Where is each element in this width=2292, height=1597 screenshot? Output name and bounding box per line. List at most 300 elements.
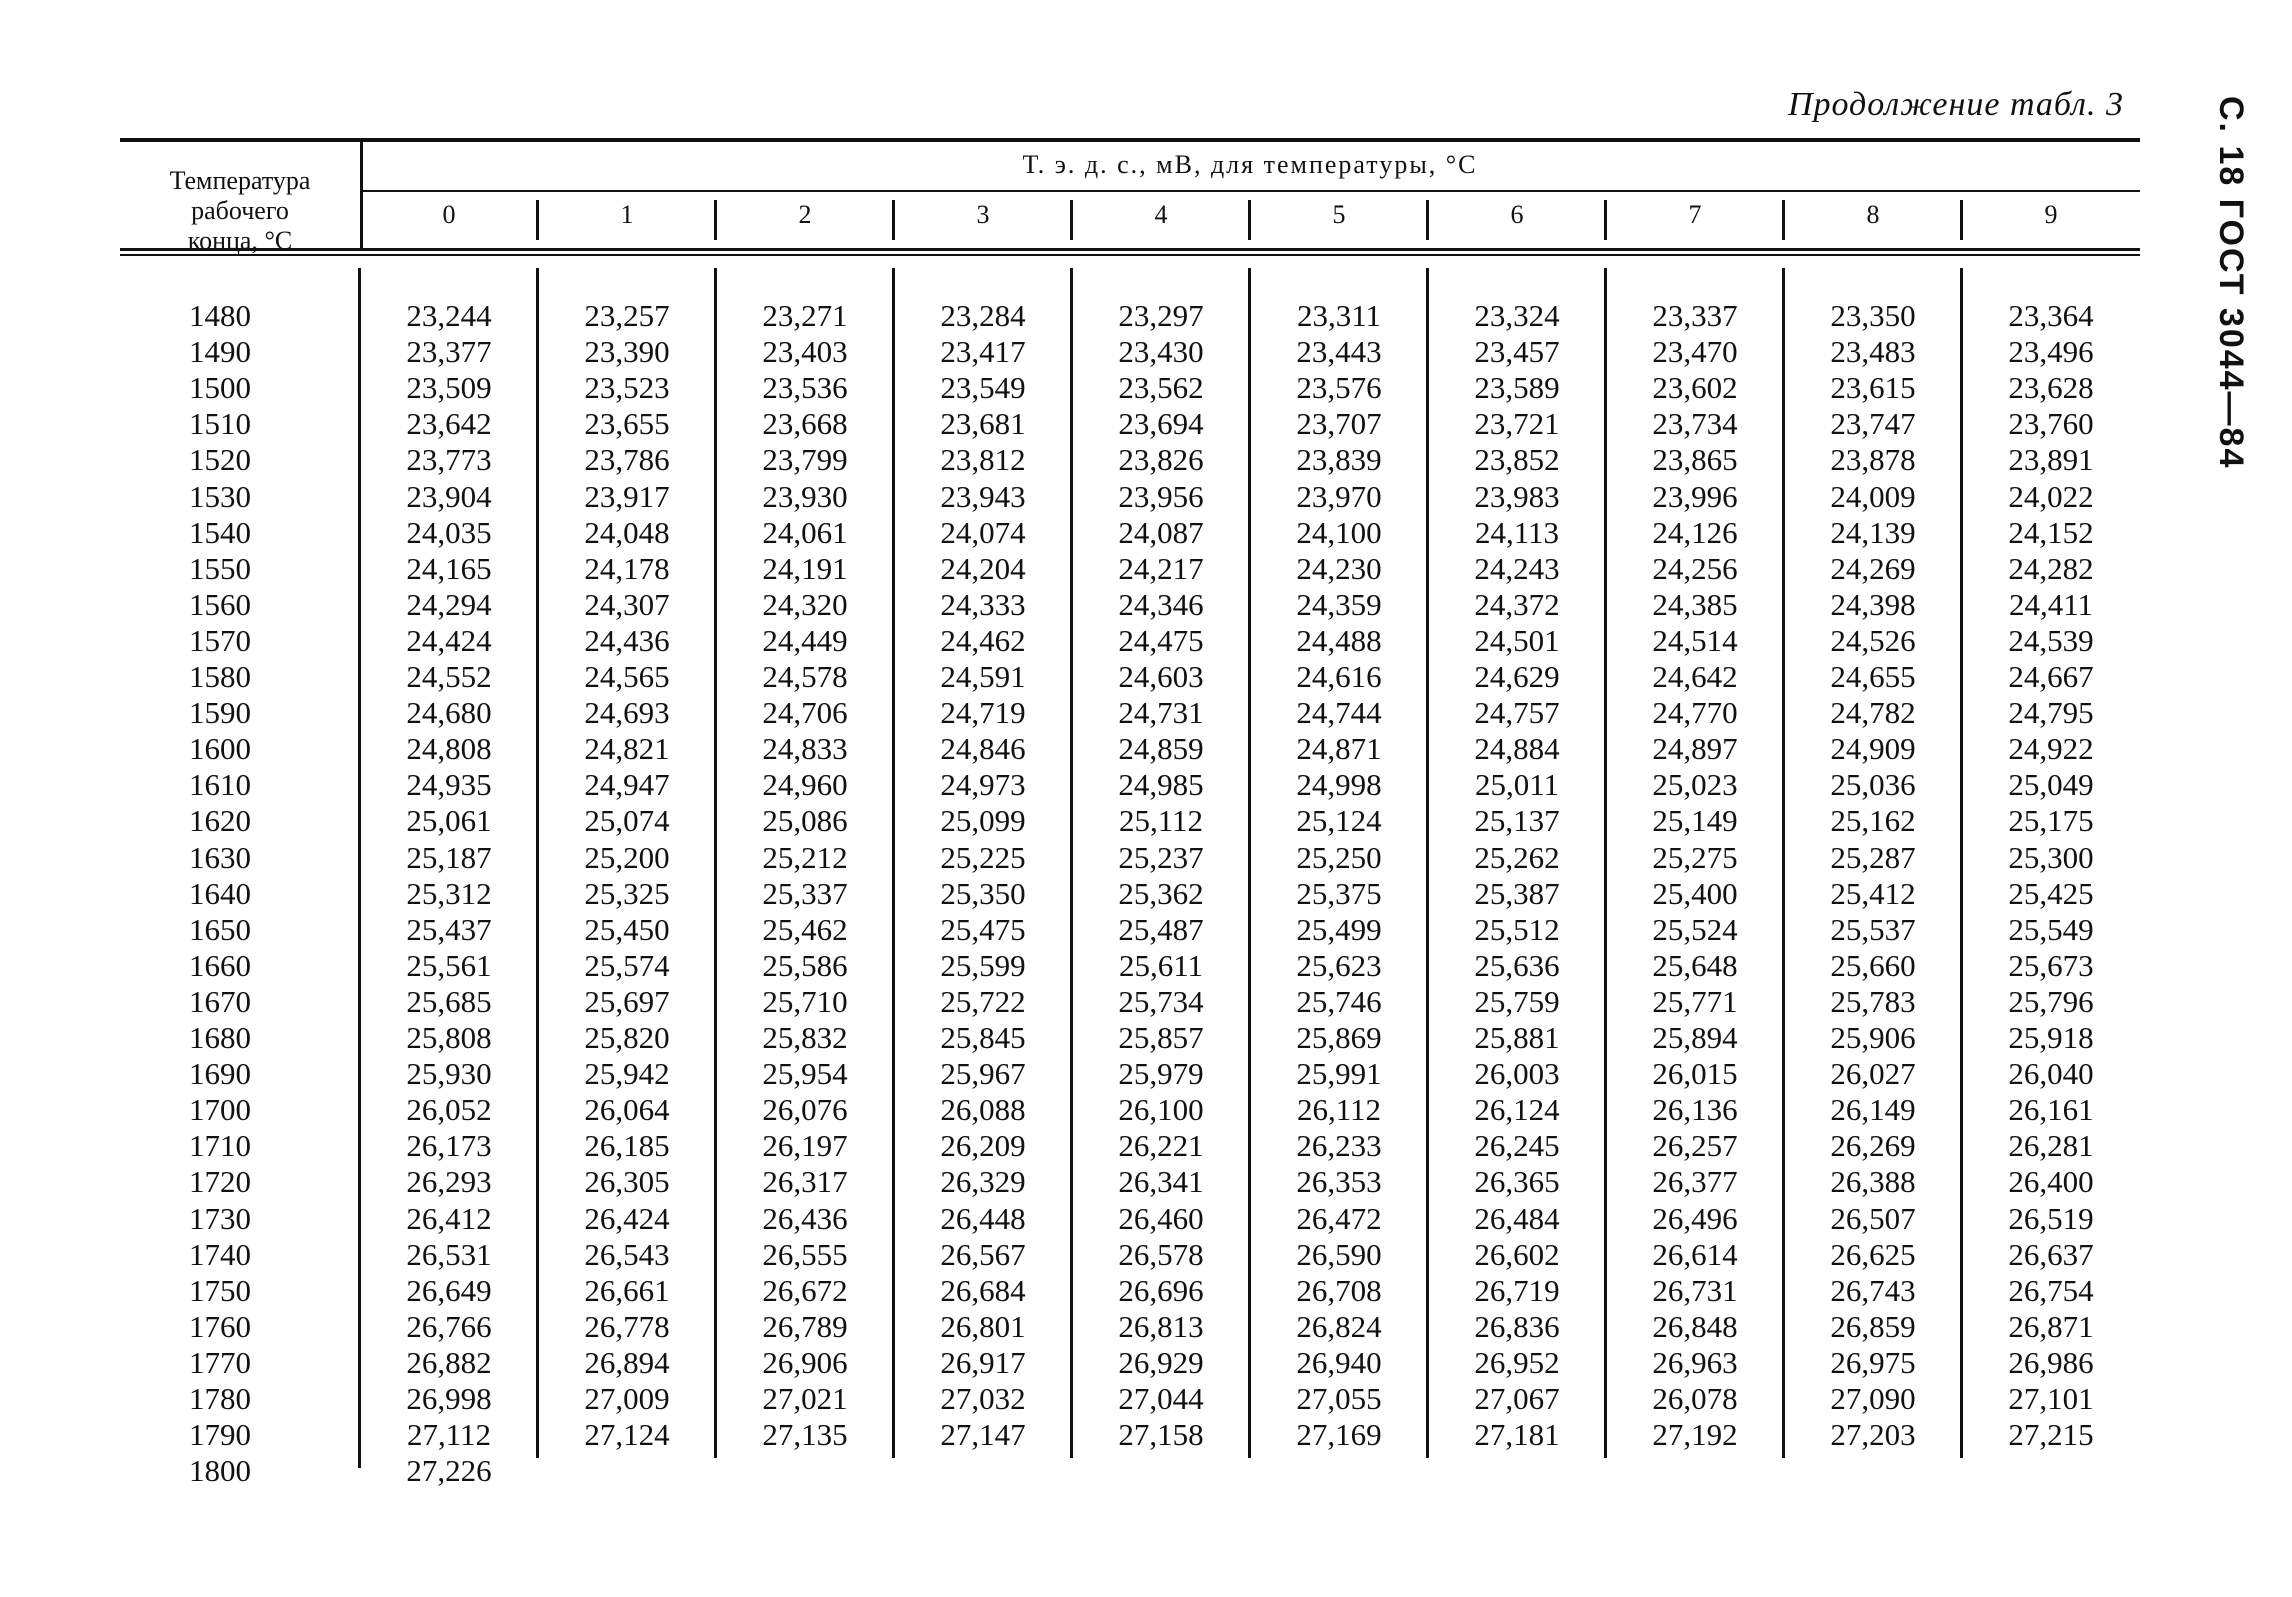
- table-cell: 27,055: [1296, 1381, 1382, 1416]
- table-cell: 25,771: [1652, 983, 1738, 1019]
- table-cell: 23,390: [584, 334, 670, 370]
- header-column-divider: [1604, 200, 1607, 240]
- table-cell: 25,074: [584, 803, 670, 839]
- row-temperature: 1660: [189, 947, 251, 983]
- table-cell: 25,450: [584, 911, 670, 947]
- table-cell: 23,549: [940, 370, 1026, 406]
- table-row: [120, 1164, 2140, 1200]
- table-cell: 23,337: [1652, 298, 1738, 333]
- table-cell: 25,894: [1652, 1020, 1738, 1055]
- table-cell: 26,233: [1296, 1128, 1382, 1164]
- table-cell: 24,514: [1652, 622, 1738, 658]
- table-cell: 26,185: [584, 1128, 670, 1164]
- row-temperature: 1610: [189, 767, 251, 803]
- header-column-divider: [1248, 200, 1251, 240]
- table-cell: 25,599: [940, 947, 1026, 983]
- table-cell: 26,015: [1652, 1056, 1738, 1092]
- table-cell: 24,526: [1830, 622, 1916, 658]
- table-cell: 24,770: [1652, 695, 1738, 731]
- table-cell: 23,430: [1118, 334, 1204, 370]
- table-cell: 25,162: [1830, 803, 1916, 839]
- table-cell: 23,364: [2008, 298, 2094, 333]
- table-cell: 26,743: [1830, 1272, 1916, 1308]
- table-cell: 25,648: [1652, 947, 1738, 983]
- table-cell: 26,555: [762, 1236, 848, 1272]
- table-cell: 25,387: [1474, 875, 1560, 911]
- table-cell: 27,124: [584, 1417, 670, 1453]
- table-cell: 27,147: [940, 1417, 1026, 1453]
- table-cell: 26,400: [2008, 1164, 2094, 1200]
- table-cell: 26,672: [762, 1272, 848, 1308]
- table-cell: 24,935: [406, 767, 492, 803]
- table-cell: 24,821: [584, 731, 670, 767]
- table-row: [120, 1056, 2140, 1092]
- table-cell: 24,385: [1652, 586, 1738, 622]
- table-cell: 25,300: [2008, 839, 2094, 875]
- left-header: [120, 166, 360, 256]
- table-cell: 23,377: [406, 334, 492, 370]
- table-cell: 25,796: [2008, 983, 2094, 1019]
- table-cell: 24,424: [406, 622, 492, 658]
- row-temperature: 1490: [189, 334, 251, 370]
- table-cell: 25,149: [1652, 803, 1738, 839]
- table-cell: 25,954: [762, 1056, 848, 1092]
- table-cell: 26,197: [762, 1128, 848, 1164]
- header-column-divider: [1960, 200, 1963, 240]
- table-cell: 25,499: [1296, 911, 1382, 947]
- table-cell: 25,808: [406, 1020, 492, 1055]
- table-cell: 23,865: [1652, 442, 1738, 478]
- table-cell: 27,009: [584, 1381, 670, 1416]
- table-cell: 24,243: [1474, 550, 1560, 586]
- table-cell: 23,403: [762, 334, 848, 370]
- table-cell: 24,217: [1118, 550, 1204, 586]
- table-cell: 24,552: [406, 659, 492, 694]
- column-header: 2: [798, 200, 812, 229]
- table-cell: 24,398: [1830, 586, 1916, 622]
- table-cell: 24,884: [1474, 731, 1560, 767]
- table-cell: 25,099: [940, 803, 1026, 839]
- row-temperature: 1700: [189, 1092, 251, 1128]
- table-cell: 24,087: [1118, 514, 1204, 550]
- table-cell: 26,684: [940, 1272, 1026, 1308]
- table-cell: 24,152: [2008, 514, 2094, 550]
- table-row: [120, 876, 2140, 912]
- table-cell: 26,882: [406, 1344, 492, 1380]
- table-cell: 25,611: [1118, 947, 1204, 983]
- top-header: Т. э. д. с., мВ, для температуры, °С: [1022, 150, 1478, 179]
- table-cell: 24,126: [1652, 514, 1738, 550]
- table-cell: 26,906: [762, 1344, 848, 1380]
- table-cell: 24,744: [1296, 695, 1382, 731]
- table-cell: 25,930: [406, 1056, 492, 1092]
- table-cell: 27,215: [2008, 1417, 2094, 1453]
- table-cell: 26,696: [1118, 1272, 1204, 1308]
- header-mid-rule: [360, 190, 2140, 192]
- table-cell: 23,297: [1118, 298, 1204, 333]
- table-cell: 25,049: [2008, 767, 2094, 803]
- table-cell: 26,052: [406, 1092, 492, 1128]
- table-cell: 25,869: [1296, 1020, 1382, 1055]
- table-row: [120, 695, 2140, 731]
- column-header: 4: [1154, 200, 1168, 229]
- table-cell: 25,942: [584, 1056, 670, 1092]
- row-temperature: 1750: [189, 1272, 251, 1308]
- table-cell: 23,878: [1830, 442, 1916, 478]
- table-cell: 24,616: [1296, 659, 1382, 694]
- table-cell: 26,003: [1474, 1056, 1560, 1092]
- table-row: [120, 1309, 2140, 1345]
- row-temperature: 1630: [189, 839, 251, 875]
- table-cell: 24,009: [1830, 478, 1916, 514]
- table-cell: 24,035: [406, 514, 492, 550]
- row-temperature: 1780: [189, 1381, 251, 1416]
- row-temperature: 1770: [189, 1344, 251, 1380]
- table-cell: 23,350: [1830, 298, 1916, 333]
- table-cell: 25,991: [1296, 1056, 1382, 1092]
- table-cell: 25,561: [406, 947, 492, 983]
- table-cell: 23,602: [1652, 370, 1738, 406]
- table-cell: 26,661: [584, 1272, 670, 1308]
- table-cell: 24,074: [940, 514, 1026, 550]
- table-cell: 26,766: [406, 1308, 492, 1344]
- table-cell: 24,462: [940, 622, 1026, 658]
- table-cell: 25,175: [2008, 803, 2094, 839]
- table-cell: 25,124: [1296, 803, 1382, 839]
- row-temperature: 1480: [189, 298, 251, 333]
- table-cell: 24,757: [1474, 695, 1560, 731]
- table-cell: 25,350: [940, 875, 1026, 911]
- table-cell: 23,244: [406, 298, 492, 333]
- table-cell: 23,562: [1118, 370, 1204, 406]
- table-row: [120, 479, 2140, 515]
- table-row: [120, 948, 2140, 984]
- table-cell: 23,799: [762, 442, 848, 478]
- table-cell: 26,871: [2008, 1308, 2094, 1344]
- table-cell: 24,022: [2008, 478, 2094, 514]
- table-cell: 26,341: [1118, 1164, 1204, 1200]
- table-cell: 25,337: [762, 875, 848, 911]
- table-cell: 24,731: [1118, 695, 1204, 731]
- row-temperature: 1800: [189, 1453, 251, 1489]
- table-cell: 23,628: [2008, 370, 2094, 406]
- table-cell: 26,424: [584, 1200, 670, 1236]
- table-cell: 25,325: [584, 875, 670, 911]
- table-cell: 26,719: [1474, 1272, 1560, 1308]
- column-header: 3: [976, 200, 990, 229]
- table-cell: 24,100: [1296, 514, 1382, 550]
- table-cell: 26,027: [1830, 1056, 1916, 1092]
- table-cell: 24,230: [1296, 550, 1382, 586]
- header-bottom-rule-2: [120, 254, 2140, 256]
- table-cell: 26,100: [1118, 1092, 1204, 1128]
- table-cell: 26,484: [1474, 1200, 1560, 1236]
- table-cell: 27,112: [406, 1417, 492, 1453]
- table-cell: 24,501: [1474, 622, 1560, 658]
- table-row: [120, 587, 2140, 623]
- row-temperature: 1620: [189, 803, 251, 839]
- table-cell: 26,245: [1474, 1128, 1560, 1164]
- table-cell: 25,200: [584, 839, 670, 875]
- table-cell: 23,509: [406, 370, 492, 406]
- table-cell: 26,848: [1652, 1308, 1738, 1344]
- table-cell: 24,488: [1296, 622, 1382, 658]
- table-cell: 25,487: [1118, 911, 1204, 947]
- table-cell: 25,400: [1652, 875, 1738, 911]
- table-cell: 27,067: [1474, 1381, 1560, 1416]
- table-cell: 24,139: [1830, 514, 1916, 550]
- table-cell: 24,642: [1652, 659, 1738, 694]
- table-cell: 25,512: [1474, 911, 1560, 947]
- table-cell: 25,918: [2008, 1020, 2094, 1055]
- table-cell: 23,930: [762, 478, 848, 514]
- table-cell: 24,897: [1652, 731, 1738, 767]
- table-cell: 25,312: [406, 875, 492, 911]
- table-cell: 24,539: [2008, 622, 2094, 658]
- table-cell: 23,812: [940, 442, 1026, 478]
- table-cell: 24,706: [762, 695, 848, 731]
- table-cell: 25,112: [1118, 803, 1204, 839]
- table-cell: 24,436: [584, 622, 670, 658]
- table-cell: 26,859: [1830, 1308, 1916, 1344]
- table-cell: 26,801: [940, 1308, 1026, 1344]
- table-cell: 25,250: [1296, 839, 1382, 875]
- left-header-line: конца, °С: [187, 226, 293, 255]
- table-cell: 24,061: [762, 514, 848, 550]
- table-cell: 23,956: [1118, 478, 1204, 514]
- table-cell: 25,549: [2008, 911, 2094, 947]
- table-cell: 24,113: [1474, 514, 1560, 550]
- table-cell: 24,178: [584, 550, 670, 586]
- table-cell: 26,353: [1296, 1164, 1382, 1200]
- table-cell: 25,734: [1118, 983, 1204, 1019]
- table-cell: 27,203: [1830, 1417, 1916, 1453]
- table-cell: 24,985: [1118, 767, 1204, 803]
- table-cell: 25,537: [1830, 911, 1916, 947]
- table-cell: 25,906: [1830, 1020, 1916, 1055]
- table-cell: 23,747: [1830, 406, 1916, 442]
- column-header: 7: [1688, 200, 1702, 229]
- table-cell: 23,917: [584, 478, 670, 514]
- table-caption: Продолжение табл. 3: [1787, 86, 2124, 123]
- table-cell: 25,237: [1118, 839, 1204, 875]
- table-cell: 26,754: [2008, 1272, 2094, 1308]
- table-cell: 26,269: [1830, 1128, 1916, 1164]
- column-header: 6: [1510, 200, 1524, 229]
- table-cell: 24,359: [1296, 586, 1382, 622]
- table-cell: 23,284: [940, 298, 1026, 333]
- table-cell: 26,040: [2008, 1056, 2094, 1092]
- header-column-divider: [1070, 200, 1073, 240]
- row-temperature: 1590: [189, 695, 251, 731]
- table-cell: 27,158: [1118, 1417, 1204, 1453]
- table-cell: 23,257: [584, 298, 670, 333]
- table-cell: 23,983: [1474, 478, 1560, 514]
- table-cell: 24,204: [940, 550, 1026, 586]
- table-cell: 23,694: [1118, 406, 1204, 442]
- table-cell: 25,623: [1296, 947, 1382, 983]
- table-cell: 23,904: [406, 478, 492, 514]
- row-temperature: 1710: [189, 1128, 251, 1164]
- table-cell: 26,637: [2008, 1236, 2094, 1272]
- row-temperature: 1680: [189, 1020, 251, 1055]
- table-cell: 24,833: [762, 731, 848, 767]
- table-row: [120, 623, 2140, 659]
- table-cell: 26,161: [2008, 1092, 2094, 1128]
- data-table: [120, 138, 2140, 1489]
- table-cell: 25,086: [762, 803, 848, 839]
- header-column-divider: [714, 200, 717, 240]
- table-cell: 27,032: [940, 1381, 1026, 1416]
- table-cell: 26,136: [1652, 1092, 1738, 1128]
- table-cell: 24,565: [584, 659, 670, 694]
- table-row: [120, 1128, 2140, 1164]
- table-cell: 25,746: [1296, 983, 1382, 1019]
- table-row: [120, 406, 2140, 442]
- table-cell: 24,307: [584, 586, 670, 622]
- row-temperature: 1790: [189, 1417, 251, 1453]
- table-cell: 26,836: [1474, 1308, 1560, 1344]
- table-cell: 23,615: [1830, 370, 1916, 406]
- table-row: [120, 1273, 2140, 1309]
- page-number-label: С. 18 ГОСТ 3044—84: [2212, 96, 2250, 470]
- header-column-divider: [1782, 200, 1785, 240]
- table-row: [120, 442, 2140, 478]
- table-row: [120, 515, 2140, 551]
- row-temperature: 1690: [189, 1056, 251, 1092]
- table-cell: 25,375: [1296, 875, 1382, 911]
- table-cell: 23,655: [584, 406, 670, 442]
- table-cell: 24,191: [762, 550, 848, 586]
- table-cell: 26,088: [940, 1092, 1026, 1128]
- table-cell: 26,567: [940, 1236, 1026, 1272]
- table-cell: 24,909: [1830, 731, 1916, 767]
- table-row: [120, 984, 2140, 1020]
- table-cell: 24,667: [2008, 659, 2094, 694]
- table-cell: 24,256: [1652, 550, 1738, 586]
- table-cell: 26,365: [1474, 1164, 1560, 1200]
- table-row: [120, 840, 2140, 876]
- table-cell: 25,979: [1118, 1056, 1204, 1092]
- table-cell: 26,388: [1830, 1164, 1916, 1200]
- table-cell: 26,149: [1830, 1092, 1916, 1128]
- table-cell: 25,857: [1118, 1020, 1204, 1055]
- table-cell: 23,642: [406, 406, 492, 442]
- table-cell: 26,281: [2008, 1128, 2094, 1164]
- table-cell: 24,282: [2008, 550, 2094, 586]
- row-temperature: 1530: [189, 478, 251, 514]
- table-cell: 25,636: [1474, 947, 1560, 983]
- table-cell: 25,212: [762, 839, 848, 875]
- table-row: [120, 767, 2140, 803]
- table-cell: 23,311: [1296, 298, 1382, 333]
- table-cell: 24,269: [1830, 550, 1916, 586]
- table-cell: 26,221: [1118, 1128, 1204, 1164]
- header-column-divider: [892, 200, 895, 240]
- table-cell: 26,173: [406, 1128, 492, 1164]
- table-cell: 24,947: [584, 767, 670, 803]
- table-cell: 26,975: [1830, 1344, 1916, 1380]
- table-cell: 26,940: [1296, 1344, 1382, 1380]
- row-temperature: 1600: [189, 731, 251, 767]
- table-cell: 27,090: [1830, 1381, 1916, 1416]
- header-bottom-rule: [120, 248, 2140, 251]
- table-cell: 23,457: [1474, 334, 1560, 370]
- table-cell: 26,293: [406, 1164, 492, 1200]
- table-cell: 23,786: [584, 442, 670, 478]
- row-temperature: 1500: [189, 370, 251, 406]
- table-cell: 25,187: [406, 839, 492, 875]
- table-cell: 25,820: [584, 1020, 670, 1055]
- row-temperature: 1740: [189, 1236, 251, 1272]
- table-cell: 24,680: [406, 695, 492, 731]
- table-cell: 26,929: [1118, 1344, 1204, 1380]
- table-cell: 24,578: [762, 659, 848, 694]
- table-cell: 23,970: [1296, 478, 1382, 514]
- table-cell: 23,536: [762, 370, 848, 406]
- table-cell: 23,721: [1474, 406, 1560, 442]
- table-cell: 25,710: [762, 983, 848, 1019]
- table-cell: 24,973: [940, 767, 1026, 803]
- table-cell: 23,826: [1118, 442, 1204, 478]
- table-row: [120, 659, 2140, 695]
- table-cell: 23,996: [1652, 478, 1738, 514]
- table-cell: 25,759: [1474, 983, 1560, 1019]
- table-cell: 24,475: [1118, 622, 1204, 658]
- table-cell: 24,629: [1474, 659, 1560, 694]
- table-cell: 25,462: [762, 911, 848, 947]
- table-cell: 26,778: [584, 1308, 670, 1344]
- table-cell: 26,649: [406, 1272, 492, 1308]
- table-row: [120, 912, 2140, 948]
- table-cell: 24,922: [2008, 731, 2094, 767]
- table-cell: 24,871: [1296, 731, 1382, 767]
- table-cell: 24,411: [2008, 586, 2094, 622]
- table-cell: 24,333: [940, 586, 1026, 622]
- table-row: [120, 298, 2140, 334]
- table-row: [120, 1092, 2140, 1128]
- table-cell: 25,362: [1118, 875, 1204, 911]
- table-cell: 24,859: [1118, 731, 1204, 767]
- row-temperature: 1580: [189, 659, 251, 694]
- table-cell: 23,707: [1296, 406, 1382, 442]
- table-cell: 25,036: [1830, 767, 1916, 803]
- table-cell: 25,262: [1474, 839, 1560, 875]
- table-cell: 23,443: [1296, 334, 1382, 370]
- table-cell: 26,257: [1652, 1128, 1738, 1164]
- table-cell: 24,655: [1830, 659, 1916, 694]
- table-cell: 24,795: [2008, 695, 2094, 731]
- table-row: [120, 334, 2140, 370]
- table-cell: 25,685: [406, 983, 492, 1019]
- table-cell: 26,317: [762, 1164, 848, 1200]
- column-header: 1: [620, 200, 634, 229]
- table-cell: 24,165: [406, 550, 492, 586]
- table-cell: 26,917: [940, 1344, 1026, 1380]
- row-temperature: 1730: [189, 1200, 251, 1236]
- row-temperature: 1640: [189, 875, 251, 911]
- table-cell: 23,324: [1474, 298, 1560, 333]
- table-cell: 26,625: [1830, 1236, 1916, 1272]
- table-cell: 26,963: [1652, 1344, 1738, 1380]
- header-divider: [360, 138, 363, 251]
- table-cell: 26,998: [406, 1381, 492, 1416]
- column-header: 8: [1866, 200, 1880, 229]
- table-row: [120, 370, 2140, 406]
- row-temperature: 1540: [189, 514, 251, 550]
- table-cell: 23,470: [1652, 334, 1738, 370]
- table-cell: 27,021: [762, 1381, 848, 1416]
